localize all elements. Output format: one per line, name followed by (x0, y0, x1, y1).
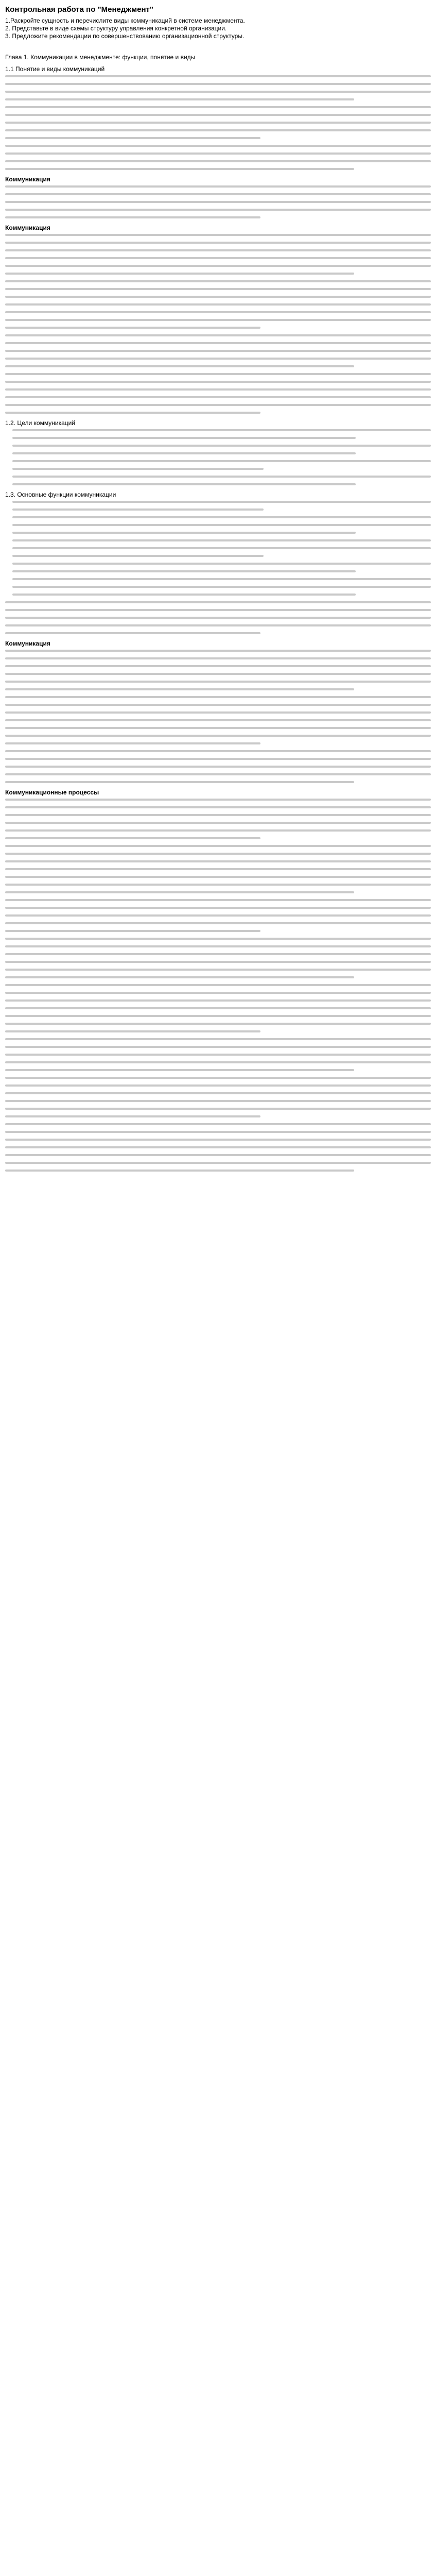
body-paragraph (5, 899, 431, 932)
body-paragraph (5, 106, 431, 139)
body-paragraph (5, 145, 431, 170)
list-item (12, 539, 431, 557)
body-paragraph (5, 845, 431, 893)
body-paragraph (5, 601, 431, 634)
task-2: 2. Представьте в виде схемы структуру управления конкретной организации. (5, 25, 227, 32)
list-item (12, 460, 431, 470)
body-paragraph (5, 696, 431, 744)
chapter-title: Глава 1. Коммуникации в менеджменте: функции, понятие и виды (5, 54, 196, 61)
section-1-3: 1.3. Основные функции коммуникации (5, 491, 116, 498)
list-item (12, 516, 431, 534)
list-item (12, 429, 431, 439)
list-item (12, 578, 431, 596)
document-title: Контрольная работа по "Менеджмент" (5, 5, 154, 14)
body-paragraph (5, 984, 431, 1032)
term-heading: Коммуникация (5, 176, 50, 183)
list-item (12, 476, 431, 485)
body-paragraph (5, 373, 431, 414)
body-paragraph (5, 750, 431, 783)
term-heading: Коммуникация (5, 640, 50, 647)
body-paragraph (5, 1077, 431, 1117)
section-1-2: 1.2. Цели коммуникаций (5, 419, 76, 427)
body-paragraph (5, 1038, 431, 1071)
body-paragraph (5, 938, 431, 978)
body-paragraph (5, 234, 431, 275)
term-heading: Коммуникация (5, 224, 50, 231)
body-paragraph (5, 650, 431, 690)
list-item (12, 563, 431, 572)
document-page (0, 0, 436, 1188)
body-paragraph (5, 334, 431, 367)
list-item (12, 501, 431, 511)
body-paragraph (5, 75, 431, 100)
task-1: 1.Раскройте сущность и перечислите виды коммуникаций в системе менеджмента. (5, 17, 245, 24)
section-1-1: 1.1 Понятие и виды коммуникаций (5, 65, 105, 73)
body-paragraph (5, 280, 431, 329)
list-item (12, 445, 431, 454)
task-3: 3. Предложите рекомендации по совершенствованию организационной структуры. (5, 32, 245, 40)
term-heading: Коммуникационные процессы (5, 789, 99, 796)
body-paragraph (5, 185, 431, 218)
body-paragraph (5, 1123, 431, 1172)
body-paragraph (5, 799, 431, 839)
